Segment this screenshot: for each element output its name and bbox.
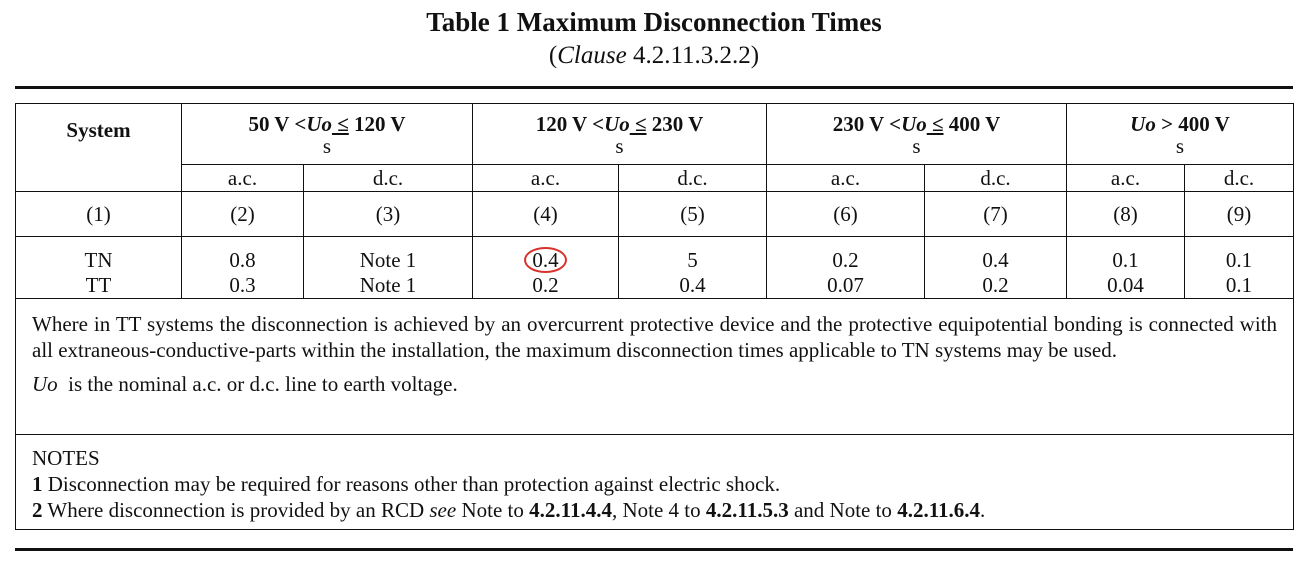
table-title: Table 1 Maximum Disconnection Times — [426, 7, 882, 37]
subheader-cell: d.c. — [304, 165, 473, 192]
clause-number: 4.2.11.3.2.2) — [626, 42, 760, 69]
system-header: System — [16, 104, 182, 192]
note-2-text-b: Note to — [456, 498, 530, 522]
range-post: 120 V — [348, 112, 406, 136]
range-rel: ≤ — [629, 112, 647, 136]
value-cell: 0.4 — [619, 273, 767, 299]
range-unit: s — [912, 134, 921, 158]
column-number: (5) — [619, 192, 767, 237]
subheader-row — [16, 165, 1294, 192]
notes-row — [16, 435, 1294, 530]
range-unit: s — [1175, 134, 1185, 158]
column-number: (3) — [304, 192, 473, 237]
table-row-tt — [16, 273, 1294, 299]
value-cell: 0.04 — [1067, 273, 1185, 299]
range-pre: 50 V < — [248, 112, 307, 136]
note-1-number: 1 — [32, 472, 43, 496]
value-cell: 0.8 — [182, 237, 304, 274]
note-2-text-a: Where disconnection is provided by an RCD — [42, 498, 430, 522]
value-cell: 0.3 — [182, 273, 304, 299]
column-number: (8) — [1067, 192, 1185, 237]
notes-block — [32, 445, 1277, 523]
notes-heading: NOTES — [32, 446, 100, 470]
column-number-row — [16, 192, 1294, 237]
tt-paragraph: Where in TT systems the disconnection is achieved by an overcurrent protective device and the protective equipotential bonding is connected with all extraneous-conductive-parts within the installation, the maximum disconnection times applicable to TN systems may be used. — [32, 312, 1277, 362]
notes-cell — [16, 435, 1294, 530]
range-uo: Uo — [306, 112, 332, 136]
uo-definition — [32, 371, 1277, 397]
range-rel: ≤ — [926, 112, 944, 136]
note-1 — [32, 471, 1277, 497]
note-1-text: Disconnection may be required for reasons other than protection against electric shock. — [42, 472, 781, 496]
subheader-cell: d.c. — [925, 165, 1067, 192]
value-cell: 0.2 — [767, 237, 925, 274]
range-uo: Uo — [901, 112, 927, 136]
value-cell: 0.1 — [1185, 273, 1294, 299]
value-cell: 0.2 — [925, 273, 1067, 299]
range-unit: s — [615, 134, 624, 158]
uo-text: is the nominal a.c. or d.c. line to earth voltage. — [57, 372, 458, 396]
clause-word: Clause — [557, 42, 627, 69]
range-header-2 — [473, 104, 767, 165]
range-header-4 — [1067, 104, 1294, 165]
note-2-text-d: and Note to — [788, 498, 898, 522]
column-number: (4) — [473, 192, 619, 237]
subheader-cell: a.c. — [473, 165, 619, 192]
system-cell: TT — [16, 273, 182, 299]
range-header-1 — [182, 104, 473, 165]
value-cell: Note 1 — [304, 237, 473, 274]
note-2-number: 2 — [32, 498, 43, 522]
range-post: 400 V — [943, 112, 1001, 136]
column-number: (7) — [925, 192, 1067, 237]
bottom-rule — [15, 548, 1293, 551]
range-uo: Uo — [604, 112, 630, 136]
disconnection-times-table — [15, 103, 1294, 530]
column-number: (9) — [1185, 192, 1294, 237]
range-pre: 230 V < — [832, 112, 902, 136]
table-row-tn — [16, 237, 1294, 274]
header-row — [16, 104, 1294, 165]
value-cell: 5 — [619, 237, 767, 274]
system-cell: TN — [16, 237, 182, 274]
range-pre: 120 V < — [535, 112, 605, 136]
value-cell: 0.2 — [473, 273, 619, 299]
note-2-text-c: , Note 4 to — [611, 498, 706, 522]
table-subtitle — [0, 41, 1308, 71]
range-uo: Uo — [1130, 112, 1156, 136]
value-cell: 0.1 — [1067, 237, 1185, 274]
column-number: (2) — [182, 192, 304, 237]
red-circle-highlight: 0.4 — [524, 247, 566, 273]
value-cell: Note 1 — [304, 273, 473, 299]
note-2 — [32, 497, 1277, 523]
range-unit: s — [322, 134, 332, 158]
value-cell: 0.1 — [1185, 237, 1294, 274]
clause-reference: 4.2.11.5.3 — [705, 498, 789, 522]
range-header-3 — [767, 104, 1067, 165]
value-cell: 0.4 — [925, 237, 1067, 274]
range-post: > 400 V — [1155, 112, 1230, 136]
value-cell: 0.07 — [767, 273, 925, 299]
value-cell-highlighted — [473, 237, 619, 274]
uo-symbol: Uo — [32, 372, 58, 396]
subtitle-open: ( — [548, 42, 558, 69]
subheader-cell: a.c. — [1067, 165, 1185, 192]
note-2-text-e: . — [980, 498, 986, 522]
range-post: 230 V — [646, 112, 704, 136]
clause-reference: 4.2.11.6.4 — [897, 498, 981, 522]
subheader-cell: d.c. — [619, 165, 767, 192]
note-2-see: see — [429, 498, 457, 522]
subheader-cell: a.c. — [182, 165, 304, 192]
subheader-cell: d.c. — [1185, 165, 1294, 192]
clause-reference: 4.2.11.4.4 — [529, 498, 612, 522]
top-rule — [15, 86, 1293, 89]
range-rel: ≤ — [331, 112, 349, 136]
column-number: (1) — [16, 192, 182, 237]
tt-note-row — [16, 299, 1294, 435]
tt-note-cell — [16, 299, 1294, 435]
subheader-cell: a.c. — [767, 165, 925, 192]
column-number: (6) — [767, 192, 925, 237]
